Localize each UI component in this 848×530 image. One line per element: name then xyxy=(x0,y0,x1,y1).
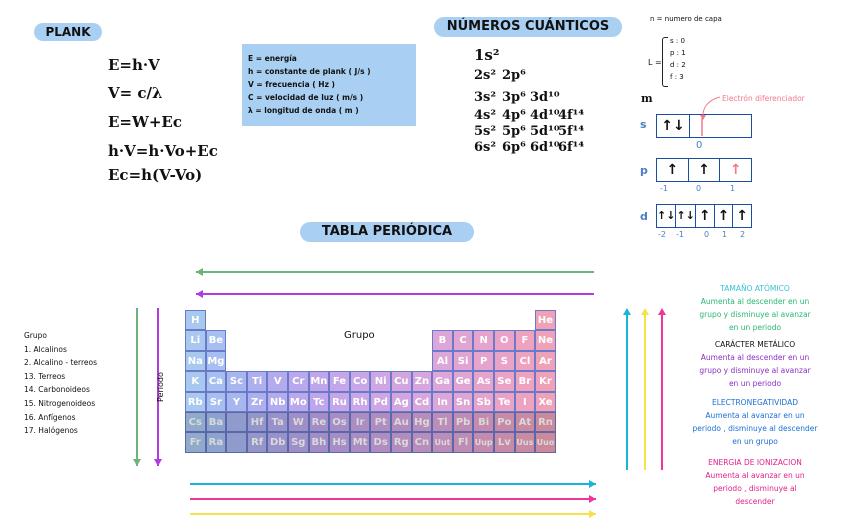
orbital-notation: 4s² xyxy=(474,108,497,123)
element-cell: Ne xyxy=(535,330,556,350)
tabla-periodica-title: TABLA PERIÓDICA xyxy=(300,222,474,242)
element-cell: Po xyxy=(494,412,515,432)
orbital-notation: 6s² xyxy=(474,140,497,155)
element-cell: H xyxy=(185,310,206,330)
element-cell: Hf xyxy=(247,412,268,432)
grupo-list-item: 2. Alcalino - terreos xyxy=(24,358,97,368)
l-label: L = xyxy=(648,58,662,67)
element-cell: Co xyxy=(350,371,371,391)
arrow-right-yellow xyxy=(641,308,649,470)
orbital-notation: 5p⁶ xyxy=(502,124,526,139)
formula-2: V= c/λ xyxy=(108,84,163,102)
element-cell: Y xyxy=(226,392,247,412)
element-cell: K xyxy=(185,371,206,391)
orbital-notation: 5d¹⁰ xyxy=(530,124,560,139)
element-cell: Ar xyxy=(535,351,556,371)
element-cell: B xyxy=(432,330,453,350)
element-cell: I xyxy=(515,392,536,412)
property-text: grupo y disminuye al avanzar xyxy=(699,366,811,375)
element-cell: Ds xyxy=(370,432,391,452)
property-text: periodo , disminuye al xyxy=(713,484,797,493)
grupo-list-item: 15. Nitrogenoideos xyxy=(24,398,96,408)
orbital-notation: 3d¹⁰ xyxy=(530,90,560,105)
orbital-m-value: 1 xyxy=(730,184,736,193)
element-cell: Cn xyxy=(412,432,433,452)
element-cell: Cl xyxy=(515,351,536,371)
element-cell: Rg xyxy=(391,432,412,452)
periodic-table xyxy=(183,306,607,470)
legend-line: λ = longitud de onda ( m ) xyxy=(248,106,359,115)
l-value: p : 1 xyxy=(670,49,686,57)
element-cell: Ti xyxy=(247,371,268,391)
element-cell: Pd xyxy=(370,392,391,412)
element-cell: S xyxy=(494,351,515,371)
property-text: Aumenta al descender en un xyxy=(700,297,810,306)
property-text: en un grupo xyxy=(732,437,778,446)
element-cell: Sc xyxy=(226,371,247,391)
orbital-p-label: p xyxy=(640,164,648,177)
l-value: s : 0 xyxy=(670,37,685,45)
element-cell: In xyxy=(432,392,453,412)
legend-line: V = frecuencia ( Hz ) xyxy=(248,80,335,89)
element-cell: Ru xyxy=(329,392,350,412)
orbital-notation: 6d¹⁰ xyxy=(530,140,560,155)
arrow-top-green xyxy=(196,268,594,276)
element-cell: At xyxy=(515,412,536,432)
element-cell: Br xyxy=(515,371,536,391)
property-block xyxy=(684,396,826,448)
element-cell: Fe xyxy=(329,371,350,391)
element-cell: Ba xyxy=(206,412,227,432)
element-cell: Db xyxy=(267,432,288,452)
table-periodo-label: Periodo xyxy=(156,372,165,402)
element-cell: Re xyxy=(309,412,330,432)
numeros-cuanticos-title: NÚMEROS CUÁNTICOS xyxy=(434,17,622,37)
element-cell: Nb xyxy=(267,392,288,412)
property-text: en un periodo xyxy=(728,379,782,388)
element-cell: Zr xyxy=(247,392,268,412)
element-cell: V xyxy=(267,371,288,391)
element-cell: Bh xyxy=(309,432,330,452)
element-cell: N xyxy=(473,330,494,350)
property-text: grupo y disminuye al avanzar xyxy=(699,310,811,319)
element-cell: Ni xyxy=(370,371,391,391)
element-cell: Tl xyxy=(432,412,453,432)
element-cell: Xe xyxy=(535,392,556,412)
element-cell: Fl xyxy=(453,432,474,452)
element-cell: Ge xyxy=(453,371,474,391)
l-value: f : 3 xyxy=(670,73,684,81)
element-cell: He xyxy=(535,310,556,330)
arrow-right-cyan xyxy=(623,308,631,470)
orbital-notation: 6f¹⁴ xyxy=(558,140,585,155)
grupo-list-item: 14. Carbonoideos xyxy=(24,385,90,395)
orbital-notation: 5f¹⁴ xyxy=(558,124,585,139)
element-cell: O xyxy=(494,330,515,350)
legend-line: C = velocidad de luz ( m/s ) xyxy=(248,93,364,102)
orbital-box: ↑↓ xyxy=(657,115,690,137)
element-cell: Cu xyxy=(391,371,412,391)
element-cell: Zn xyxy=(412,371,433,391)
electron-pointer xyxy=(700,97,720,136)
arrow-bottom-pink xyxy=(190,495,596,503)
property-text: en un periodo xyxy=(728,323,782,332)
property-title: ELECTRONEGATIVIDAD xyxy=(712,398,798,407)
element-cell: Mg xyxy=(206,351,227,371)
m-label: m xyxy=(641,92,653,105)
property-block xyxy=(684,282,826,334)
element-cell: Be xyxy=(206,330,227,350)
property-text: Aumenta al avanzar en un xyxy=(705,471,805,480)
grupo-list-item: 17. Halógenos xyxy=(24,426,78,436)
element-cell: Ra xyxy=(206,432,227,452)
grupo-list-item: 13. Terreos xyxy=(24,371,66,381)
element-cell xyxy=(226,432,247,452)
element-cell: Rf xyxy=(247,432,268,452)
orbital-box: ↑ xyxy=(736,208,748,224)
element-cell: Cr xyxy=(288,371,309,391)
property-block xyxy=(684,338,826,390)
plank-title: PLANK xyxy=(34,23,102,41)
element-cell: Ta xyxy=(267,412,288,432)
element-cell: Mo xyxy=(288,392,309,412)
orbital-notation: 6p⁶ xyxy=(502,140,526,155)
orbital-notation: 3s² xyxy=(474,90,497,105)
formula-3: E=W+Ec xyxy=(108,113,182,131)
orbital-m-value: 0 xyxy=(704,230,710,239)
legend-line: h = constante de plank ( J/s ) xyxy=(248,67,371,76)
property-title: ENERGIA DE IONIZACION xyxy=(708,458,802,467)
element-cell: Lv xyxy=(494,432,515,452)
element-cell: Ir xyxy=(350,412,371,432)
orbital-m-value: 0 xyxy=(696,140,703,151)
element-cell: Tc xyxy=(309,392,330,412)
element-cell: Rn xyxy=(535,412,556,432)
element-cell: Rh xyxy=(350,392,371,412)
orbital-m-value: 1 xyxy=(722,230,728,239)
property-title: TAMAÑO ATÓMICO xyxy=(720,284,790,293)
grupo-list-item: 16. Anfígenos xyxy=(24,412,76,422)
element-cell: Na xyxy=(185,351,206,371)
arrow-bottom-yellow xyxy=(190,510,596,518)
table-grupo-label: Grupo xyxy=(344,330,375,341)
element-cell: Rb xyxy=(185,392,206,412)
element-cell: Sn xyxy=(453,392,474,412)
orbital-box: ↑ xyxy=(696,205,715,227)
element-cell: Uup xyxy=(473,432,494,452)
orbital-notation: 4p⁶ xyxy=(502,108,526,123)
orbital-m-value: -1 xyxy=(660,184,668,193)
element-cell: Mn xyxy=(309,371,330,391)
element-cell xyxy=(226,412,247,432)
orbital-d-label: d xyxy=(640,210,648,223)
element-cell: Ca xyxy=(206,371,227,391)
orbital-box: ↑↓ xyxy=(657,205,676,227)
element-cell: Cd xyxy=(412,392,433,412)
n-note: n = numero de capa xyxy=(650,15,722,23)
element-cell: Si xyxy=(453,351,474,371)
element-cell: P xyxy=(473,351,494,371)
element-cell: Li xyxy=(185,330,206,350)
orbital-s-label: s xyxy=(640,118,647,131)
legend-line: E = energía xyxy=(248,54,297,63)
l-value: d : 2 xyxy=(670,61,686,69)
element-cell: As xyxy=(473,371,494,391)
element-cell: Kr xyxy=(535,371,556,391)
element-cell: Hs xyxy=(329,432,350,452)
element-cell: Bi xyxy=(473,412,494,432)
element-cell: Os xyxy=(329,412,350,432)
element-cell: Pt xyxy=(370,412,391,432)
formula-4: h·V=h·Vo+Ec xyxy=(108,142,218,160)
orbital-m-value: 0 xyxy=(696,184,702,193)
orbital-notation: 2s² xyxy=(474,68,497,83)
orbital-box: ↑↓ xyxy=(676,205,695,227)
orbital-box: ↑ xyxy=(729,162,742,178)
arrow-right-pink xyxy=(658,308,666,470)
element-cell: Al xyxy=(432,351,453,371)
element-cell: Au xyxy=(391,412,412,432)
element-cell: Hg xyxy=(412,412,433,432)
element-cell: Sr xyxy=(206,392,227,412)
orbital-notation: 4f¹⁴ xyxy=(558,108,585,123)
orbital-m-value: 2 xyxy=(740,230,746,239)
arrow-left-green xyxy=(133,308,141,466)
arrow-top-purple xyxy=(196,290,594,298)
element-cell: Uut xyxy=(432,432,453,452)
orbital-notation: 5s² xyxy=(474,124,497,139)
formula-5: Ec=h(V-Vo) xyxy=(108,166,203,184)
orbital-notation: 2p⁶ xyxy=(502,68,526,83)
property-text: periodo , disminuye al descender xyxy=(692,424,818,433)
element-cell: Ag xyxy=(391,392,412,412)
element-cell: F xyxy=(515,330,536,350)
electron-label: Electrón diferenciador xyxy=(722,94,805,103)
property-text: descender xyxy=(735,497,775,506)
grupo-list-title: Grupo xyxy=(24,331,47,340)
property-block xyxy=(684,456,826,508)
element-cell: Sb xyxy=(473,392,494,412)
orbital-notation: 4d¹⁰ xyxy=(530,108,560,123)
orbital-box: ↑ xyxy=(657,159,689,181)
element-cell: Pb xyxy=(453,412,474,432)
element-cell: Mt xyxy=(350,432,371,452)
element-cell: W xyxy=(288,412,309,432)
property-text: Aumenta al avanzar en un xyxy=(705,411,805,420)
element-cell: C xyxy=(453,330,474,350)
orbital-box: ↑ xyxy=(715,205,734,227)
element-cell: Uuo xyxy=(535,432,556,452)
orbital-notation: 1s² xyxy=(474,46,500,64)
property-title: CARÁCTER METÁLICO xyxy=(714,340,796,349)
element-cell: Sg xyxy=(288,432,309,452)
orbital-notation: 3p⁶ xyxy=(502,90,526,105)
property-text: Aumenta al descender en un xyxy=(700,353,810,362)
grupo-list-item: 1. Alcalinos xyxy=(24,344,67,354)
element-cell: Te xyxy=(494,392,515,412)
element-cell: Se xyxy=(494,371,515,391)
orbital-m-value: -2 xyxy=(658,230,666,239)
element-cell: Cs xyxy=(185,412,206,432)
formula-1: E=h·V xyxy=(108,56,160,74)
orbital-box: ↑ xyxy=(689,159,721,181)
element-cell: Ga xyxy=(432,371,453,391)
element-cell: Fr xyxy=(185,432,206,452)
element-cell: Uus xyxy=(515,432,536,452)
arrow-bottom-cyan xyxy=(190,480,596,488)
orbital-m-value: -1 xyxy=(676,230,684,239)
